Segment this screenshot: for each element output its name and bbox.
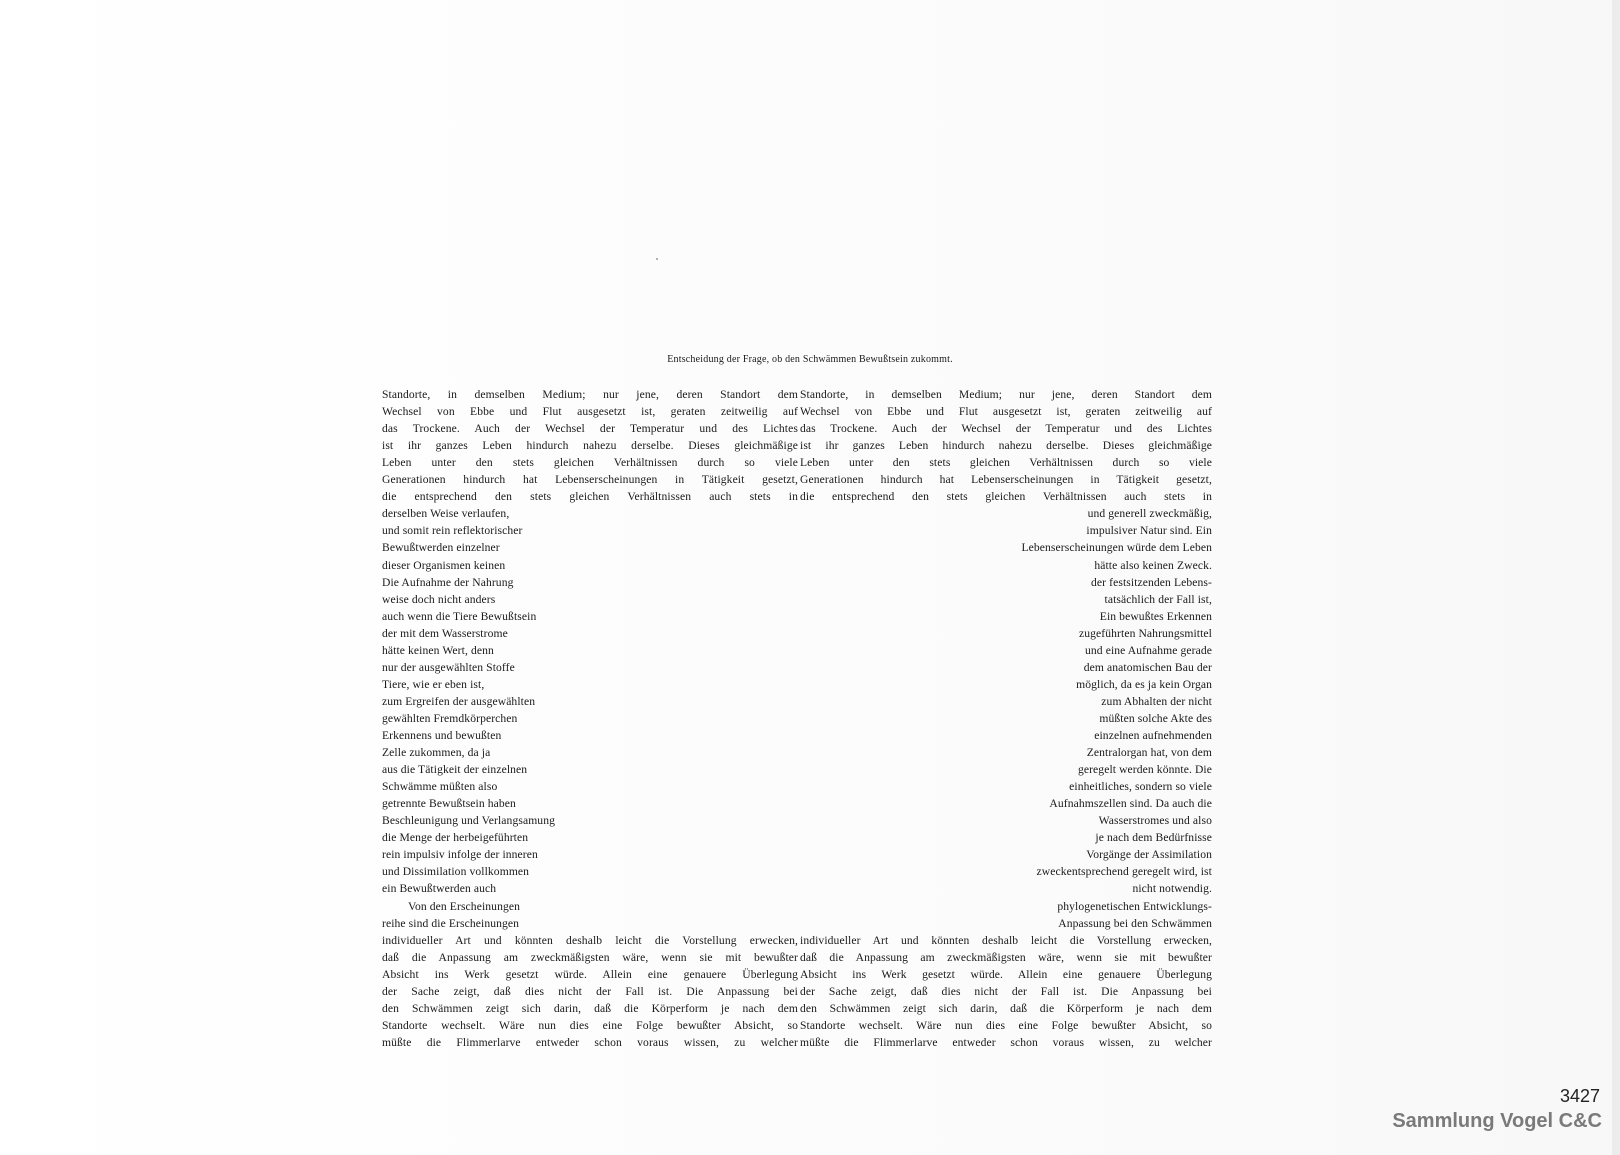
right-text-line: einzelnen aufnehmenden xyxy=(1094,729,1212,742)
left-text-line: Standorte, in demselben Medium; nur jene, deren Standort dem xyxy=(382,388,798,401)
right-text-line: zum Abhalten der nicht xyxy=(1101,694,1212,708)
right-text-line: Standorte, in demselben Medium; nur jene, deren Standort dem xyxy=(800,388,1212,401)
left-text-line: Von den Erscheinungen xyxy=(408,899,521,913)
left-text-line: Schwämme müßten also xyxy=(382,780,498,794)
right-text-line: Wechsel von Ebbe und Flut ausgesetzt ist, geraten zeitweilig auf xyxy=(800,405,1212,419)
left-text-line: Die Aufnahme der Nahrung xyxy=(382,575,514,589)
right-text-line: dem anatomischen Bau der xyxy=(1083,660,1212,674)
right-text-line: Lebenserscheinungen würde dem Leben xyxy=(1021,541,1212,555)
right-text-line: Anpassung bei den Schwämmen xyxy=(1058,916,1212,930)
left-text-line: müßte die Flimmerlarve entweder schon voraus wissen, zu welcher xyxy=(382,1035,798,1049)
left-text-line: zum Ergreifen der ausgewählten xyxy=(382,694,536,708)
left-text-line: reihe sind die Erscheinungen xyxy=(382,916,520,930)
left-text-line: derselben Weise verlaufen, xyxy=(382,507,510,521)
right-text-line: phylogenetischen Entwicklungs- xyxy=(1057,899,1212,913)
right-text-line: Absicht ins Werk gesetzt würde. Allein eine genauere Überlegung xyxy=(800,967,1212,981)
page-number: 3427 xyxy=(1559,1086,1600,1106)
left-text-line: die Menge der herbeigeführten xyxy=(382,831,529,845)
left-text-line: nur der ausgewählten Stoffe xyxy=(382,660,515,674)
right-text-line: daß die Anpassung am zweckmäßigsten wäre, wenn sie mit bewußter xyxy=(800,950,1212,964)
page-title: Entscheidung der Frage, ob den Schwämmen Bewußtsein zukommt. xyxy=(667,354,953,365)
left-text-line: aus die Tätigkeit der einzelnen xyxy=(382,763,528,777)
left-text-line: auch wenn die Tiere Bewußtsein xyxy=(382,609,537,623)
page-edge-shadow xyxy=(1612,0,1620,1155)
left-text-line: Bewußtwerden einzelner xyxy=(382,541,500,555)
left-text-line: der mit dem Wasserstrome xyxy=(382,626,508,640)
right-text-line: Leben unter den stets gleichen Verhältnissen durch so viele xyxy=(800,456,1212,470)
left-text-line: ist ihr ganzes Leben hindurch nahezu derselbe. Dieses gleichmäßige xyxy=(382,439,798,453)
right-text-line: Zentralorgan hat, von dem xyxy=(1086,746,1212,760)
right-text-line: ist ihr ganzes Leben hindurch nahezu derselbe. Dieses gleichmäßige xyxy=(800,439,1212,453)
right-text-line: einheitliches, sondern so viele xyxy=(1069,780,1212,794)
right-text-line: möglich, da es ja kein Organ xyxy=(1076,677,1212,691)
right-text-line: Aufnahmszellen sind. Da auch die xyxy=(1049,797,1212,811)
left-text-line: Erkennens und bewußten xyxy=(382,729,502,742)
left-text-line: individueller Art und könnten deshalb leicht die Vorstellung erwecken, xyxy=(382,933,798,947)
right-text-line: den Schwämmen zeigt sich darin, daß die Körperform je nach dem xyxy=(800,1001,1212,1015)
right-text-line: Ein bewußtes Erkennen xyxy=(1099,609,1212,623)
right-text-line: hätte also keinen Zweck. xyxy=(1094,558,1212,572)
left-text-line: Absicht ins Werk gesetzt würde. Allein eine genauere Überlegung xyxy=(382,967,798,981)
left-text-line: Beschleunigung und Verlangsamung xyxy=(382,814,556,828)
left-text-line: getrennte Bewußtsein haben xyxy=(382,797,516,811)
left-text-line: Standorte wechselt. Wäre nun dies eine Folge bewußter Absicht, so xyxy=(382,1018,798,1032)
right-text-line: zugeführten Nahrungsmittel xyxy=(1079,626,1212,640)
right-text-line: das Trockene. Auch der Wechsel der Temperatur und des Lichtes xyxy=(800,422,1212,436)
right-text-line: der festsitzenden Lebens- xyxy=(1091,575,1212,589)
left-text-line: dieser Organismen keinen xyxy=(382,558,506,572)
right-text-line: zweckentsprechend geregelt wird, ist xyxy=(1036,865,1212,879)
left-text-line: gewählten Fremdkörperchen xyxy=(382,711,518,725)
right-text-line: Generationen hindurch hat Lebenserscheinungen in Tätigkeit gesetzt, xyxy=(800,473,1212,487)
right-text-line: Wasserstromes und also xyxy=(1098,814,1212,828)
left-text-line: die entsprechend den stets gleichen Verhältnissen auch stets in xyxy=(382,490,798,504)
right-text-line: der Sache zeigt, daß dies nicht der Fall ist. Die Anpassung bei xyxy=(800,984,1212,998)
left-text-line: den Schwämmen zeigt sich darin, daß die Körperform je nach dem xyxy=(382,1001,798,1015)
left-text-line: ein Bewußtwerden auch xyxy=(382,882,497,896)
left-text-line: hätte keinen Wert, denn xyxy=(382,643,494,657)
left-text-line: Leben unter den stets gleichen Verhältnissen durch so viele xyxy=(382,456,798,470)
left-text-line: rein impulsiv infolge der inneren xyxy=(382,848,538,862)
left-text-line: Wechsel von Ebbe und Flut ausgesetzt ist, geraten zeitweilig auf xyxy=(382,405,798,419)
right-text-line: nicht notwendig. xyxy=(1132,882,1212,896)
right-text-line: je nach dem Bedürfnisse xyxy=(1095,831,1212,845)
paper-speck xyxy=(656,258,658,260)
left-text-line: und somit rein reflektorischer xyxy=(382,524,523,538)
right-text-line: geregelt werden könnte. Die xyxy=(1077,763,1212,777)
left-text-line: Tiere, wie er eben ist, xyxy=(382,677,485,691)
left-text-line: Zelle zukommen, da ja xyxy=(382,746,491,760)
left-text-line: daß die Anpassung am zweckmäßigsten wäre, wenn sie mit bewußter xyxy=(382,950,798,964)
right-text-line: Vorgänge der Assimilation xyxy=(1086,848,1212,862)
collection-stamp: Sammlung Vogel C&C xyxy=(1392,1110,1602,1132)
right-text-line: individueller Art und könnten deshalb leicht die Vorstellung erwecken, xyxy=(800,933,1212,947)
right-text-line: müßten solche Akte des xyxy=(1099,711,1212,725)
left-text-line: das Trockene. Auch der Wechsel der Temperatur und des Lichtes xyxy=(382,422,798,436)
right-text-line: die entsprechend den stets gleichen Verhältnissen auch stets in xyxy=(800,490,1212,504)
right-text-line: tatsächlich der Fall ist, xyxy=(1104,592,1212,606)
left-text-line: und Dissimilation vollkommen xyxy=(382,865,530,879)
right-text-line: und generell zweckmäßig, xyxy=(1087,507,1212,521)
right-text-line: impulsiver Natur sind. Ein xyxy=(1086,524,1212,538)
left-text-line: weise doch nicht anders xyxy=(382,592,496,606)
right-text-line: Standorte wechselt. Wäre nun dies eine Folge bewußter Absicht, so xyxy=(800,1018,1212,1032)
right-text-line: und eine Aufnahme gerade xyxy=(1085,643,1212,657)
right-text-line: müßte die Flimmerlarve entweder schon voraus wissen, zu welcher xyxy=(800,1035,1212,1049)
left-text-line: der Sache zeigt, daß dies nicht der Fall ist. Die Anpassung bei xyxy=(382,984,798,998)
left-text-line: Generationen hindurch hat Lebenserscheinungen in Tätigkeit gesetzt, xyxy=(382,473,798,487)
